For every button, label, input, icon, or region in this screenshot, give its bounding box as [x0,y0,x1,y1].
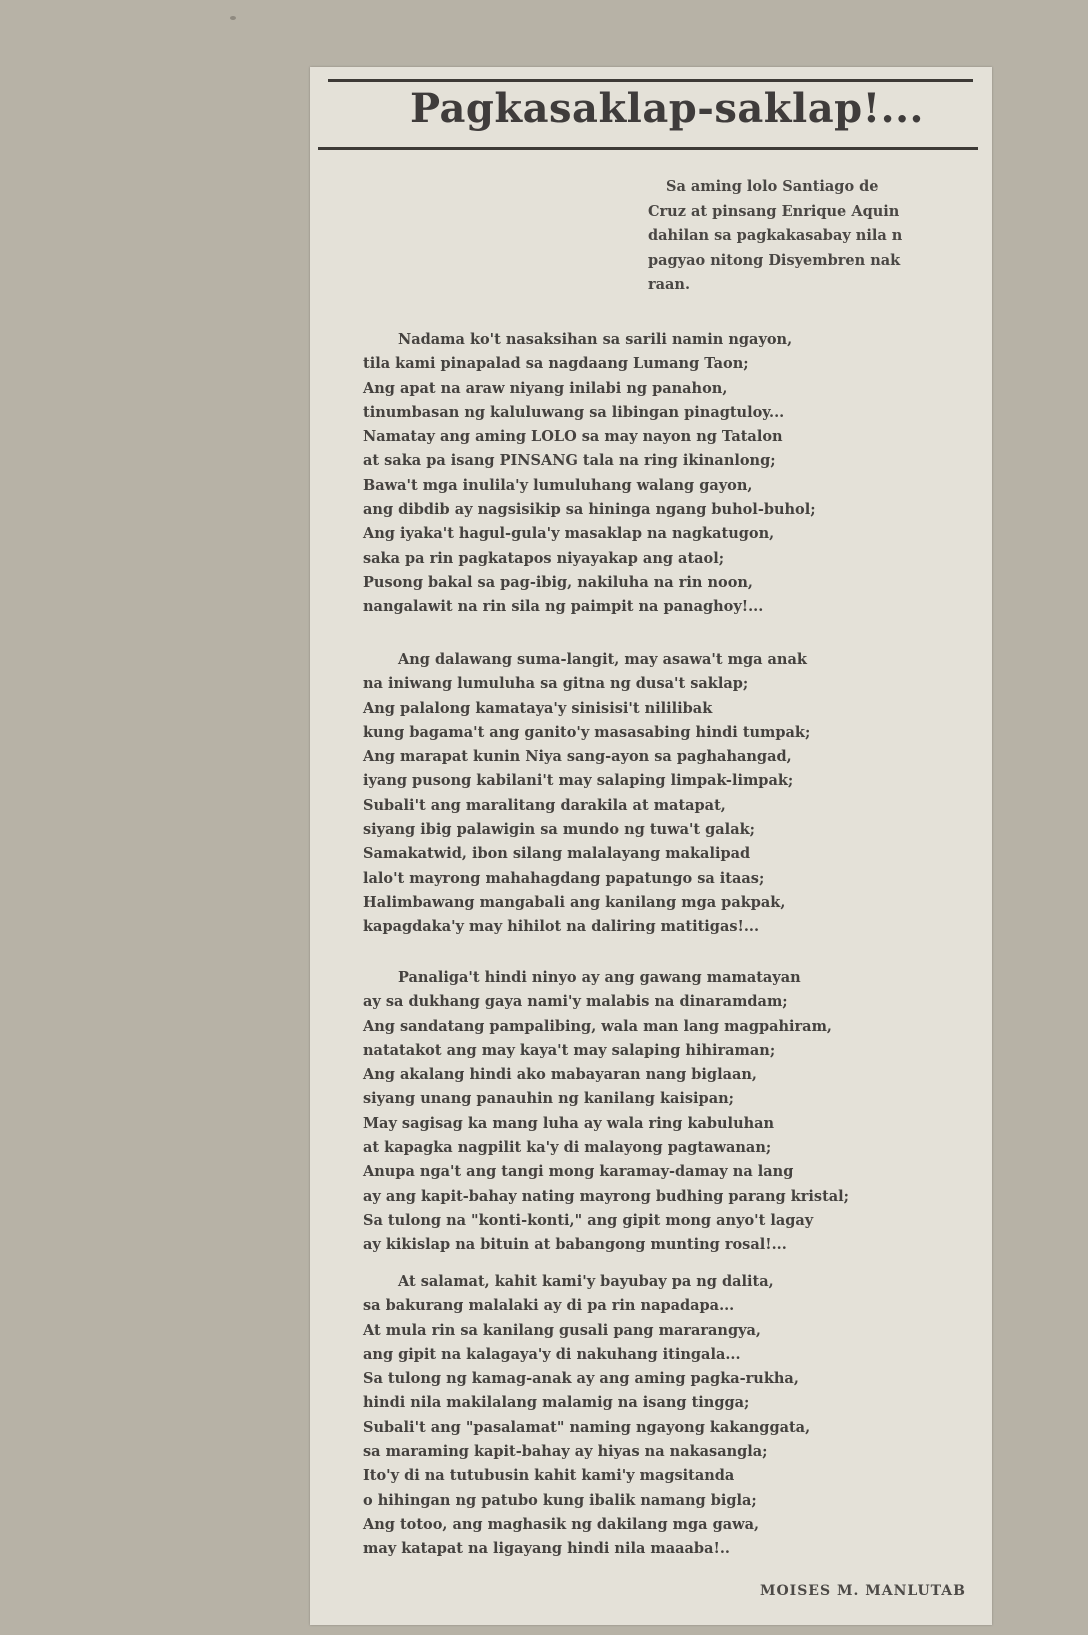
verse-line: may katapat na ligayang hindi nila maaaba!.. [363,1540,730,1558]
verse-line: At mula rin sa kanilang gusali pang mararangya, [363,1321,761,1339]
verse-line: ay sa dukhang gaya nami'y malabis na dinaramdam; [363,993,788,1011]
verse-line: siyang unang panauhin ng kanilang kaisipan; [363,1090,734,1108]
verse-line: Ang totoo, ang maghasik ng dakilang mga gawa, [363,1515,760,1533]
verse-line: Nadama ko't nasaksihan sa sarili namin ngayon, [398,331,793,348]
verse-line: at kapagka nagpilit ka'y di malayong pagtawanan; [363,1139,772,1157]
dedication-line: raan. [648,276,691,293]
verse-line: tinumbasan ng kaluluwang sa libingan pinagtuloy... [363,403,785,421]
verse-line: ang dibdib ay nagsisikip sa hininga ngang buhol-buhol; [363,501,816,519]
verse-line: Bawa't mga inulila'y lumuluhang walang gayon, [363,476,753,494]
verse-line: hindi nila makilalang malamig na isang tingga; [363,1394,750,1412]
verse-line: kung bagama't ang ganito'y masasabing hindi tumpak; [363,723,811,741]
verse-line: Sa tulong na "konti-konti," ang gipit mong anyo't lagay [363,1211,814,1229]
stanza-3 [363,966,963,1258]
stanza-1 [363,328,963,620]
verse-line: Ang iyaka't hagul-gula'y masaklap na nagkatugon, [363,525,775,543]
verse-line: Anupa nga't ang tangi mong karamay-damay na lang [363,1163,794,1181]
verse-line: kapagdaka'y may hihilot na daliring matitigas!... [363,918,760,936]
dedication [648,175,992,298]
poem-title: Pagkasaklap-saklap!... [410,85,924,132]
verse-line: ang gipit na kalagaya'y di nakuhang itingala... [363,1345,741,1363]
verse-line: nangalawit na rin sila ng paimpit na panaghoy!... [363,598,764,616]
verse-line: Pusong bakal sa pag-ibig, nakiluha na rin noon, [363,573,753,591]
verse-line: siyang ibig palawigin sa mundo ng tuwa't galak; [363,821,755,839]
verse-line: Ang palalong kamataya'y sinisisi't nililibak [363,699,713,717]
background-speck [230,16,236,20]
verse-line: Namatay ang aming LOLO sa may nayon ng Tatalon [363,428,783,446]
newspaper-clipping [310,67,992,1625]
verse-line: saka pa rin pagkatapos niyayakap ang ataol; [363,549,725,567]
verse-line: o hihingan ng patubo kung ibalik namang bigla; [363,1491,757,1509]
verse-line: Panaliga't hindi ninyo ay ang gawang mamatayan [398,969,801,986]
verse-line: Halimbawang mangabali ang kanilang mga pakpak, [363,893,786,911]
verse-line: ay kikislap na bituin at babangong munting rosal!... [363,1236,787,1254]
verse-line: Ang apat na araw niyang inilabi ng panahon, [363,379,728,397]
verse-line: sa maraming kapit-bahay ay hiyas na nakasangla; [363,1443,768,1461]
verse-line: Subali't ang "pasalamat" naming ngayong kakanggata, [363,1418,811,1436]
dedication-line: Sa aming lolo Santiago de [666,178,879,195]
verse-line: May sagisag ka mang luha ay wala ring kabuluhan [363,1114,775,1132]
top-rule [328,79,973,82]
verse-line: na iniwang lumuluha sa gitna ng dusa't saklap; [363,675,749,693]
dedication-line: Cruz at pinsang Enrique Aquin [648,202,900,220]
verse-line: Samakatwid, ibon silang malalayang makalipad [363,845,751,863]
verse-line: tila kami pinapalad sa nagdaang Lumang Taon; [363,355,749,373]
verse-line: natatakot ang may kaya't may salaping hihiraman; [363,1041,776,1059]
verse-line: Ang akalang hindi ako mabayaran nang biglaan, [363,1066,757,1084]
stanza-2 [363,648,963,940]
verse-line: iyang pusong kabilani't may salaping limpak-limpak; [363,772,794,790]
verse-line: sa bakurang malalaki ay di pa rin napadapa... [363,1297,735,1315]
verse-line: At salamat, kahit kami'y bayubay pa ng dalita, [398,1273,774,1290]
dedication-line: pagyao nitong Disyembren nak [648,251,901,269]
verse-line: Subali't ang maralitang darakila at matapat, [363,796,726,814]
verse-line: Ang marapat kunin Niya sang-ayon sa paghahangad, [363,748,792,766]
verse-line: at saka pa isang PINSANG tala na ring ikinanlong; [363,452,776,470]
verse-line: Sa tulong ng kamag-anak ay ang aming pagka-rukha, [363,1370,799,1388]
bottom-title-rule [318,147,978,150]
stanza-4 [363,1270,963,1562]
verse-line: Ang sandatang pampalibing, wala man lang magpahiram, [363,1017,832,1035]
verse-line: Ang dalawang suma-langit, may asawa't mga anak [398,651,807,668]
verse-line: ay ang kapit-bahay nating mayrong budhing parang kristal; [363,1187,850,1205]
verse-line: Ito'y di na tutubusin kahit kami'y magsitanda [363,1467,735,1485]
dedication-line: dahilan sa pagkakasabay nila n [648,227,903,244]
author-byline: MOISES M. MANLUTAB [759,1583,966,1599]
verse-line: lalo't mayrong mahahagdang papatungo sa itaas; [363,869,765,887]
